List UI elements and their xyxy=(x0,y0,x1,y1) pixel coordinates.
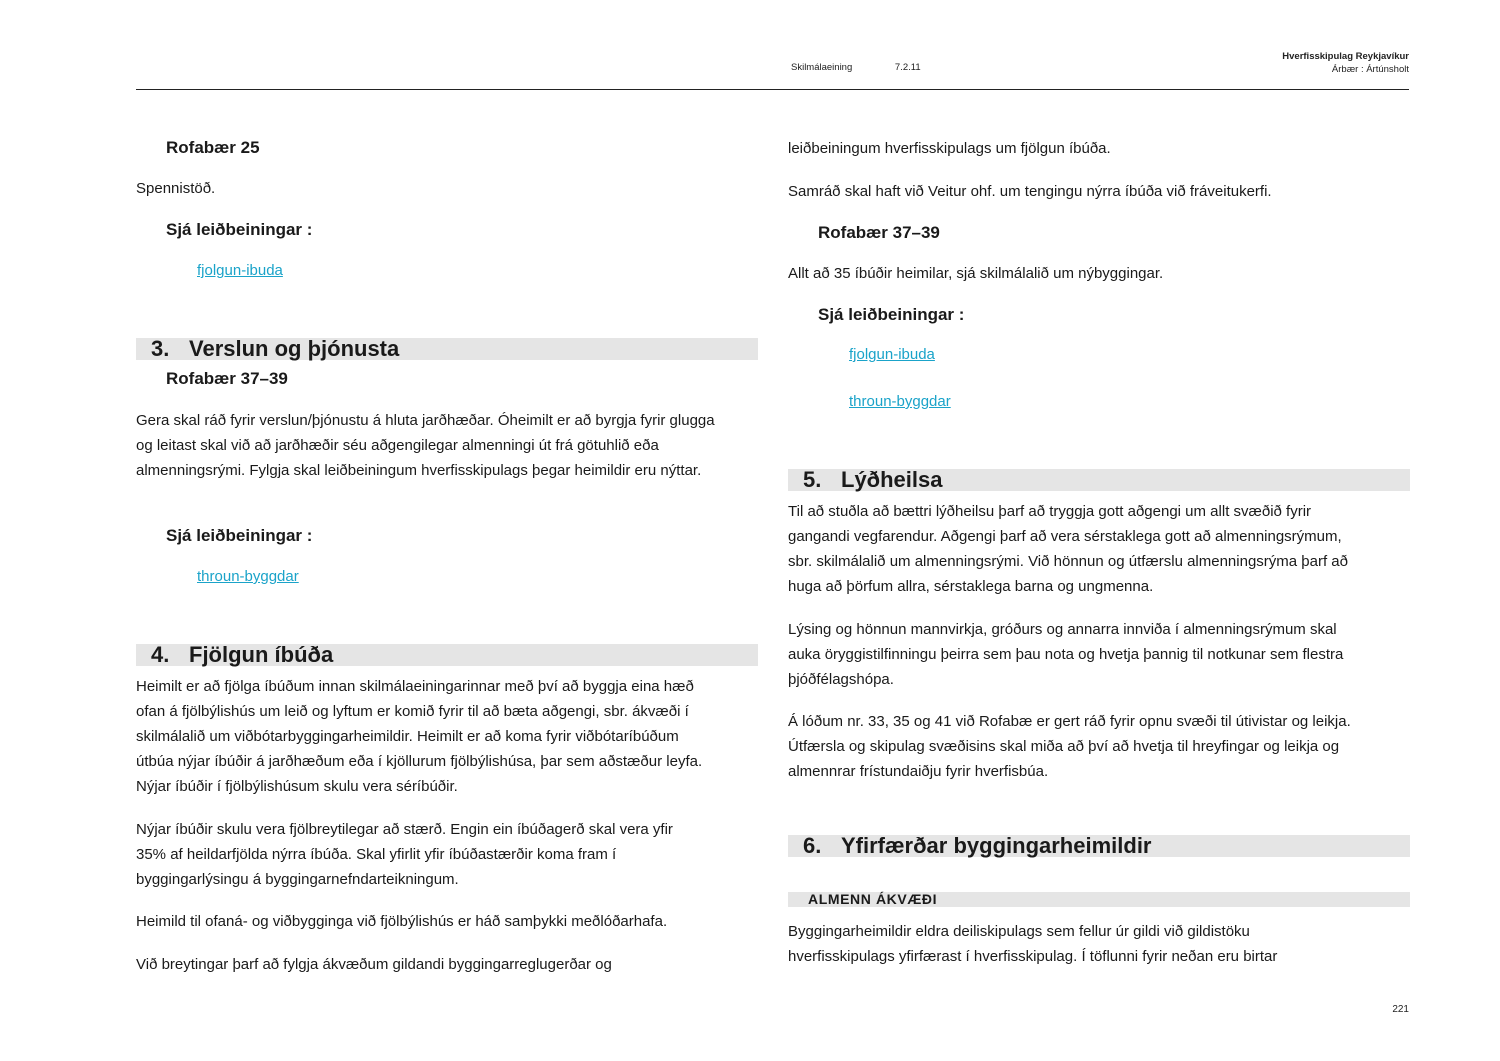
paragraph: Lýsing og hönnun mannvirkja, gróðurs og annarra innviða í almenningsrýmum skal auka öryggistilfinningu þeirra sem þau nota og hvetja þannig til notkunar sem flestra þjóðfélagshópa. xyxy=(788,621,1344,688)
section-heading-3 xyxy=(136,338,758,360)
paragraph: Nýjar íbúðir skulu vera fjölbreytilegar að stærð. Engin ein íbúðagerð skal vera yfir 35% af heildarfjölda nýrra íbúða. Skal yfirlit yfir íbúðastærðir koma fram í byggingarlýsingu á byggingarnefndarteikningum. xyxy=(136,821,673,888)
guidelines-label: Sjá leiðbeiningar : xyxy=(166,526,313,545)
guidelines-label: Sjá leiðbeiningar : xyxy=(818,305,965,324)
paragraph: Allt að 35 íbúðir heimilar, sjá skilmálalið um nýbyggingar. xyxy=(788,265,1164,282)
guideline-link-fjolgun-ibuda[interactable]: fjolgun-ibuda xyxy=(197,262,283,279)
section-heading-6 xyxy=(788,835,1410,857)
subheading-rofabaer-37-39: Rofabær 37–39 xyxy=(818,223,940,242)
paragraph: Samráð skal haft við Veitur ohf. um tengingu nýrra íbúða við fráveitukerfi. xyxy=(788,183,1272,200)
running-header xyxy=(791,62,921,73)
section-title: Lýðheilsa xyxy=(841,467,943,492)
section-title: Fjölgun íbúða xyxy=(189,642,334,667)
paragraph: leiðbeiningum hverfisskipulags um fjölgun íbúða. xyxy=(788,140,1111,157)
guideline-link-throun-byggdar[interactable]: throun-byggdar xyxy=(197,568,299,585)
section-number: 3. xyxy=(151,336,170,361)
paragraph: Spennistöð. xyxy=(136,180,216,197)
page-number: 221 xyxy=(1392,1004,1409,1015)
section-number: 6. xyxy=(803,833,822,858)
document-subtitle: Árbær : Ártúnsholt xyxy=(1331,64,1409,75)
header-unit-number: 7.2.11 xyxy=(894,62,921,73)
guidelines-label: Sjá leiðbeiningar : xyxy=(166,220,313,239)
paragraph: Byggingarheimildir eldra deiliskipulags sem fellur úr gildi við gildistöku hverfisskipulags yfirfærast í hverfisskipulag. Í töflunni fyrir neðan eru birtar xyxy=(788,923,1278,965)
section-heading-5 xyxy=(788,469,1410,491)
section-heading-4 xyxy=(136,644,758,666)
guideline-link-throun-byggdar[interactable]: throun-byggdar xyxy=(849,393,951,410)
section-title: Yfirfærðar byggingarheimildir xyxy=(841,833,1152,858)
section-title: Verslun og þjónusta xyxy=(189,336,400,361)
subheading-rofabaer-25: Rofabær 25 xyxy=(166,138,260,157)
paragraph: Gera skal ráð fyrir verslun/þjónustu á hluta jarðhæðar. Óheimilt er að byrgja fyrir glugga og leitast skal við að jarðhæðir séu aðgengilegar almenningi út frá götuhlið eða almenningsrými. Fylgja skal leiðbeiningum hverfisskipulags þegar heimildir eru nýttar. xyxy=(136,412,715,479)
paragraph: Heimilt er að fjölga íbúðum innan skilmálaeiningarinnar með því að byggja eina hæð ofan á fjölbýlishús um leið og lyftum er komið fyrir til að bæta aðgengi, sbr. ákvæði í skilmálalið um viðbótarbyggingarheimildir. Heimilt er að koma fyrir viðbótaríbúðum útbúa nýjar íbúðir á jarðhæðum eða í kjöllurum fjölbýlishúsa, þar sem aðstæður leyfa. Nýjar íbúðir í fjölbýlishúsum skulu vera séríbúðir. xyxy=(136,678,703,795)
section-number: 5. xyxy=(803,467,822,492)
paragraph: Heimild til ofaná- og viðbygginga við fjölbýlishús er háð samþykki meðlóðarhafa. xyxy=(136,913,668,930)
header-divider xyxy=(136,89,1409,90)
paragraph: Við breytingar þarf að fylgja ákvæðum gildandi byggingarreglugerðar og xyxy=(136,956,612,973)
subheading-rofabaer-37-39: Rofabær 37–39 xyxy=(166,369,288,388)
header-section-label: Skilmálaeining xyxy=(791,62,853,73)
document-title: Hverfisskipulag Reykjavíkur xyxy=(1282,51,1409,62)
paragraph: Á lóðum nr. 33, 35 og 41 við Rofabæ er gert ráð fyrir opnu svæði til útivistar og leikja. Útfærsla og skipulag svæðisins skal miða að því að hvetja til hreyfingar og leikja og almennrar frístundaiðju fyrir hverfisbúa. xyxy=(788,713,1351,780)
section-number: 4. xyxy=(151,642,170,667)
document-title-block xyxy=(1282,50,1409,76)
subsection-band-almenn-akvaedi: ALMENN ÁKVÆÐI xyxy=(788,892,1410,907)
guideline-link-fjolgun-ibuda[interactable]: fjolgun-ibuda xyxy=(849,346,935,363)
paragraph: Til að stuðla að bættri lýðheilsu þarf að tryggja gott aðgengi um allt svæðið fyrir gangandi vegfarendur. Aðgengi þarf að vera sérstaklega gott að almenningsrýmum, sbr. skilmálalið um almenningsrými. Við hönnun og útfærslu almenningsrýma þarf að huga að þörfum allra, sérstaklega barna og ungmenna. xyxy=(788,503,1348,595)
